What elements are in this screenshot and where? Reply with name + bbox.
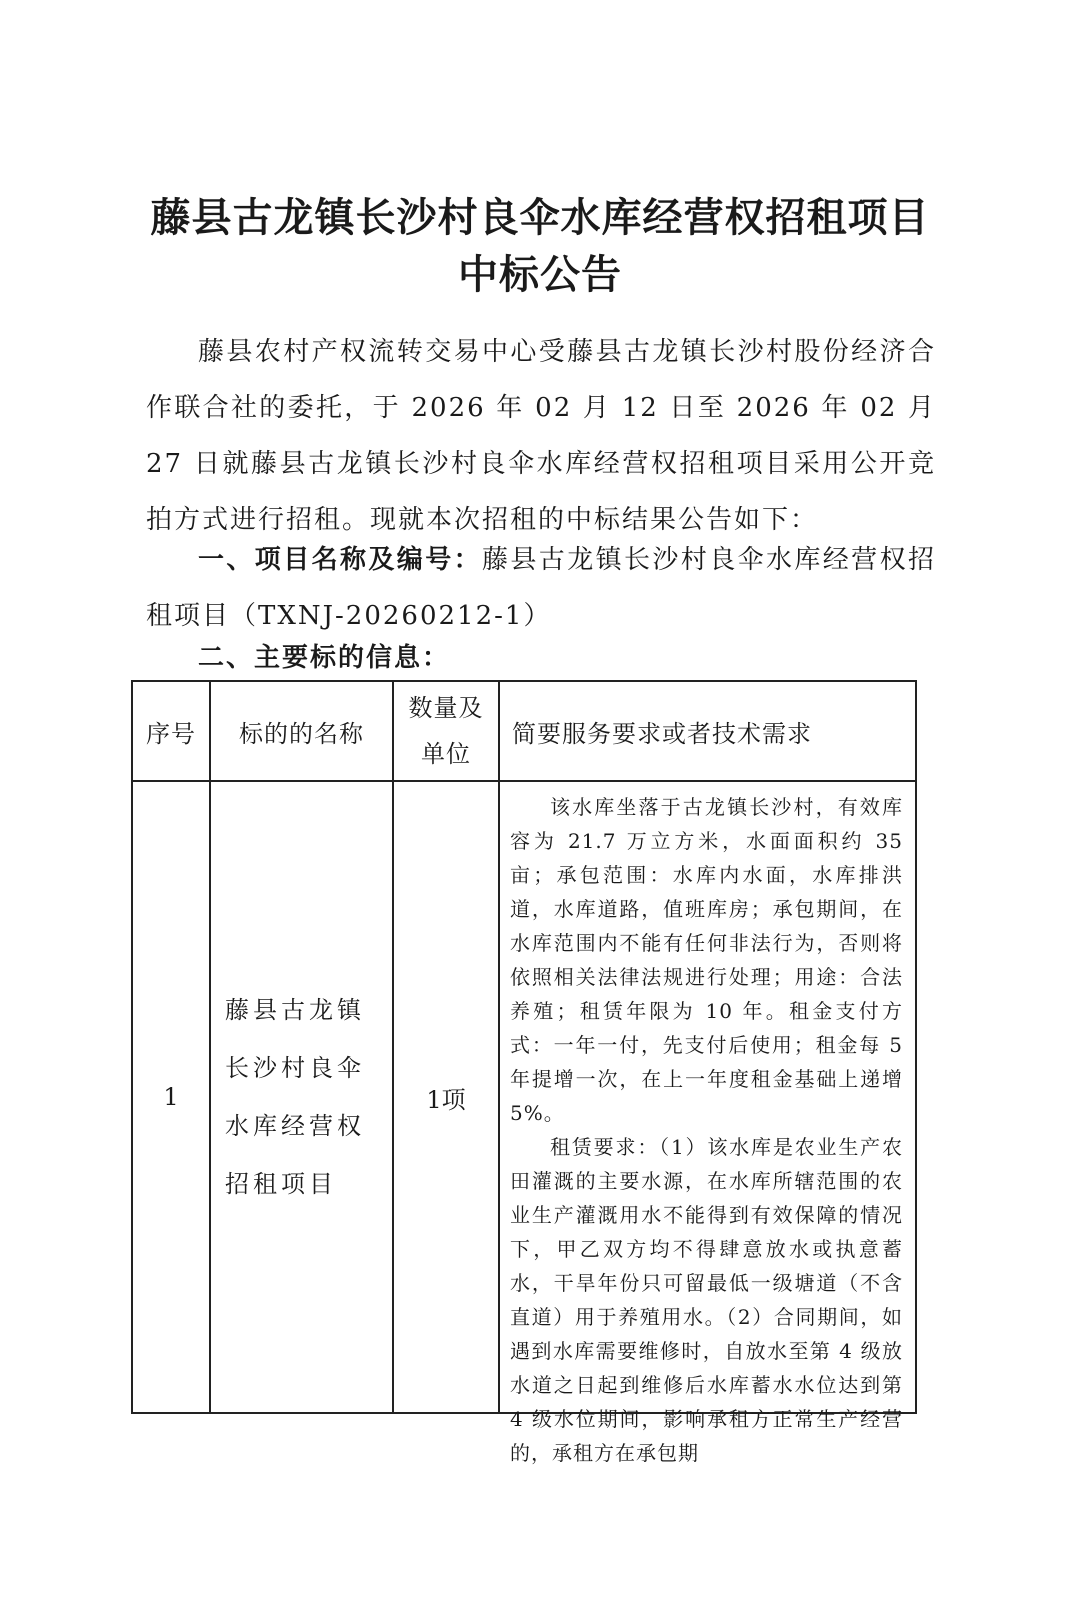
table-header-row (132, 681, 916, 781)
section-project-name (146, 532, 936, 644)
page-title: 藤县古龙镇长沙村良伞水库经营权招租项目 (150, 195, 930, 241)
section-2-label: 二、主要标的信息： (198, 643, 451, 673)
intro-paragraph: 藤县农村产权流转交易中心受藤县古龙镇长沙村股份经济合作联合社的委托，于 2026 年 02 月 12 日至 2026 年 02 月 27 日就藤县古龙镇长沙村良伞水库经营权招租项目采用公开竞拍方式进行招租。现就本次招租的中标结果公告如下： (146, 337, 936, 535)
cell-seq: 1 (132, 781, 210, 1413)
header-seq: 序号 (132, 681, 210, 781)
cell-qty: 1项 (393, 781, 499, 1413)
page-subtitle: 中标公告 (458, 252, 622, 298)
requirements-paragraph-2: 租赁要求：（1）该水库是农业生产农田灌溉的主要水源，在水库所辖范围的农业生产灌溉用水不能得到有效保障的情况下，甲乙双方均不得肆意放水或执意蓄水，干旱年份只可留最低一级塘道（不含直道）用于养殖用水。（2）合同期间，如遇到水库需要维修时，自放水至第 4 级放水道之日起到维修后水库蓄水水位达到第 4 级水位期间，影响承租方正常生产经营的，承租方在承包期 (510, 1135, 903, 1465)
section-1-text: 藤县古龙镇长沙村良伞水库经营权招租项目（TXNJ-20260212-1） (146, 545, 936, 631)
header-qty-line2: 单位 (421, 740, 471, 768)
subject-info-table (131, 680, 917, 1465)
cell-name: 藤县古龙镇长沙村良伞水库经营权招租项目 (210, 781, 393, 1413)
header-requirements: 简要服务要求或者技术需求 (499, 681, 916, 781)
cell-requirements (499, 781, 916, 1465)
requirements-paragraph-1: 该水库坐落于古龙镇长沙村，有效库容为 21.7 万立方米，水面面积约 35 亩；承包范围：水库内水面，水库排洪道，水库道路，值班库房；承包期间，在水库范围内不能有任何非法行为，否则将依照相关法律法规进行处理；用途：合法养殖；租赁年限为 10 年。租金支付方式：一年一付，先支付后使用；租金每 5 年提增一次，在上一年度租金基础上递增 5%。 (510, 795, 903, 1125)
header-qty-line1: 数量及 (408, 694, 484, 722)
header-qty (393, 681, 499, 781)
header-name: 标的的名称 (210, 681, 393, 781)
section-1-label: 一、项目名称及编号： (198, 545, 482, 575)
table-row (132, 781, 916, 1413)
